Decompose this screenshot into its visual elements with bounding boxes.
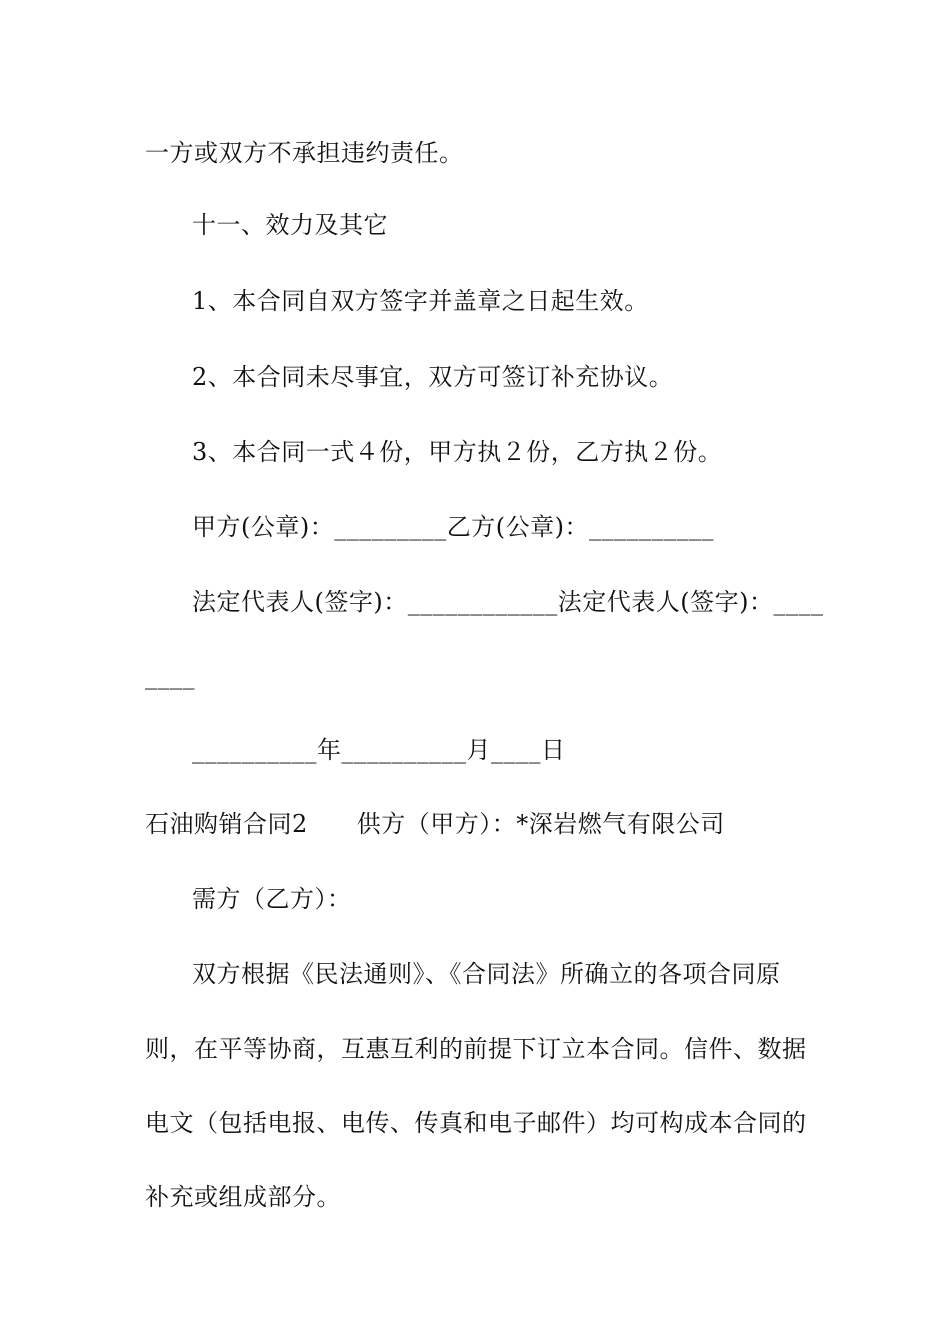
paragraph-line: 电文（包括电报、电传、传真和电子邮件）均可构成本合同的 [145,1109,807,1137]
paragraph-line: 双方根据《民法通则》、《合同法》所确立的各项合同原 [192,960,781,988]
clause-line: 2、本合同未尽事宜，双方可签订补充协议。 [192,363,674,391]
date-line: __________年__________月____日 [192,736,566,764]
contract-heading: 石油购销合同2 供方（甲方）：*深岩燃气有限公司 [145,810,725,838]
section-heading: 十一、效力及其它 [192,211,388,239]
signature-line: 法定代表人(签字)：____________法定代表人(签字)：____ [192,588,824,616]
paragraph-line: 一方或双方不承担违约责任。 [145,139,464,167]
party-line: 需方（乙方）： [192,885,352,913]
signature-line: 甲方(公章)：_________乙方(公章)：__________ [192,513,714,541]
paragraph-line: 则，在平等协商，互惠互利的前提下订立本合同。信件、数据 [145,1035,807,1063]
signature-line: ____ [145,662,195,690]
paragraph-line: 补充或组成部分。 [145,1183,341,1211]
clause-line: 1、本合同自双方签字并盖章之日起生效。 [192,287,649,315]
clause-line: 3、本合同一式４份，甲方执２份，乙方执２份。 [192,438,723,466]
